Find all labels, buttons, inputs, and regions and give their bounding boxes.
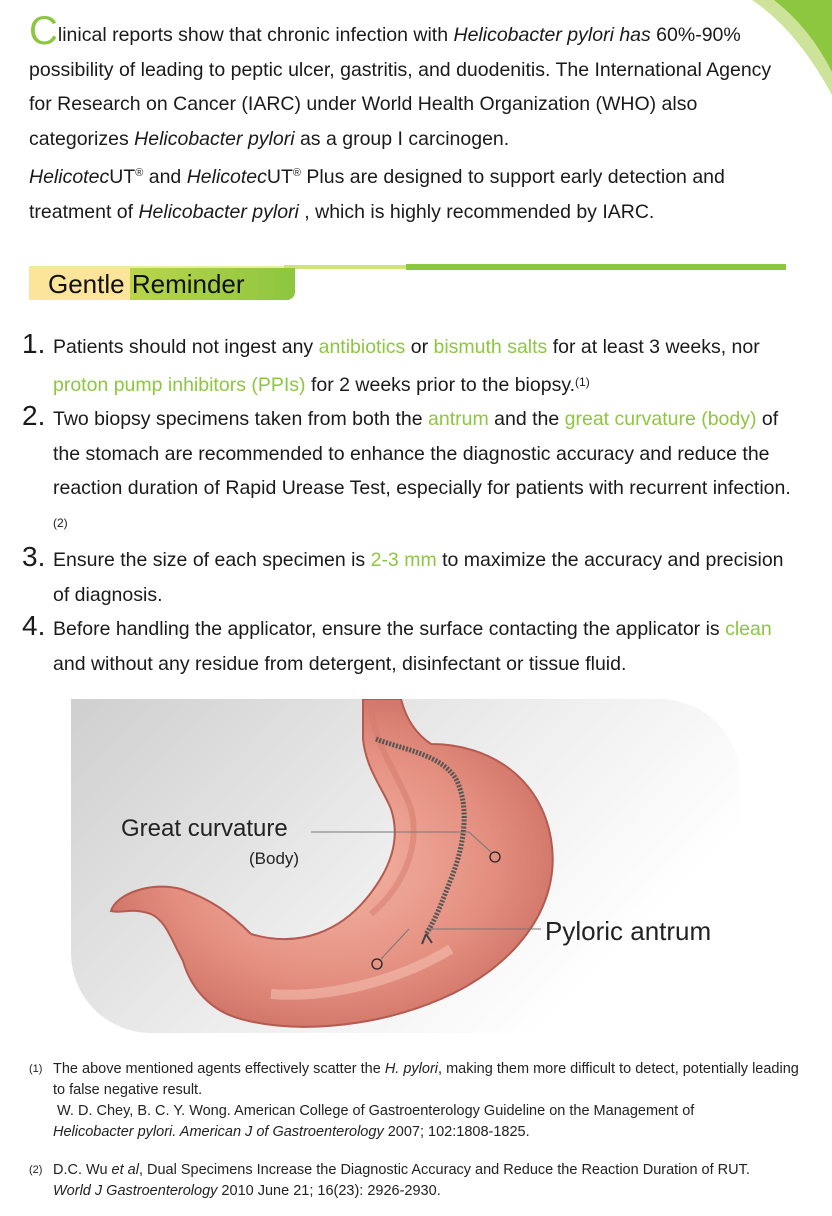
product-name-2: HelicotecUT® — [186, 166, 301, 188]
footnote-2: (2) D.C. Wu et al, Dual Specimens Increase the Diagnostic Accuracy and Reduce the Reaction Duration of RUT. World J Gastroenterology 2010 June 21; 16(23): 2926-2930. — [29, 1162, 750, 1199]
stomach-diagram — [71, 699, 740, 1033]
reminder-list — [22, 330, 792, 681]
heading-label: Gentle Reminder — [48, 269, 245, 299]
list-item: 2. Two biopsy specimens taken from both the antrum and the great curvature (body) of the stomach are recommended to enhance the diagnostic accuracy and reduce the reaction duration of Rapid Urease Test, especially for patients with recurrent infection.$^{(2)}$ — [22, 400, 791, 530]
drop-cap: C — [29, 9, 58, 53]
footnote-1: (1) The above mentioned agents effectively scatter the H. pylori, making them more difficult to detect, potentially leading to false negative result. W. D. Chey, B. C. Y. Wong. American College of Gastroenterology Guideline on the Management of Helicobacter pylori. American J of Gastroenterology 2007; 102:1808-1825. — [29, 1061, 799, 1140]
intro-paragraph: Clinical reports show that chronic infection with Helicobacter pylori has 60%-90% possibility of leading to peptic ulcer, gastritis, and duodenitis. The International Agency for Research on Cancer (IARC) under World Health Organization (WHO) also categorizes Helicobacter pylori as a group I carcinogen. HelicotecUT® and HelicotecUT® Plus are designed to support early detection and treatment of Helicobacter pylori , which is highly recommended by IARC. — [29, 9, 772, 223]
list-item: 4. Before handling the applicator, ensure the surface contacting the applicator is clean and without any residue from detergent, disinfectant or tissue fluid. — [22, 610, 772, 675]
label-body: (Body) — [249, 849, 300, 868]
label-great-curvature: Great curvature — [121, 815, 288, 842]
list-item: 3. Ensure the size of each specimen is 2-3 mm to maximize the accuracy and precision of diagnosis. — [22, 541, 784, 606]
footnotes — [29, 1059, 799, 1202]
list-item: 1. Patients should not ingest any antibiotics or bismuth salts for at least 3 weeks, nor proton pump inhibitors (PPIs) for 2 weeks prior to the biopsy.$^{(1)}$ — [22, 328, 760, 396]
section-heading — [29, 264, 786, 300]
product-name-1: HelicotecUT® — [29, 166, 144, 188]
label-pyloric-antrum: Pyloric antrum — [545, 916, 712, 946]
stomach-illustration — [71, 699, 740, 1033]
stomach-shape — [111, 699, 553, 1027]
